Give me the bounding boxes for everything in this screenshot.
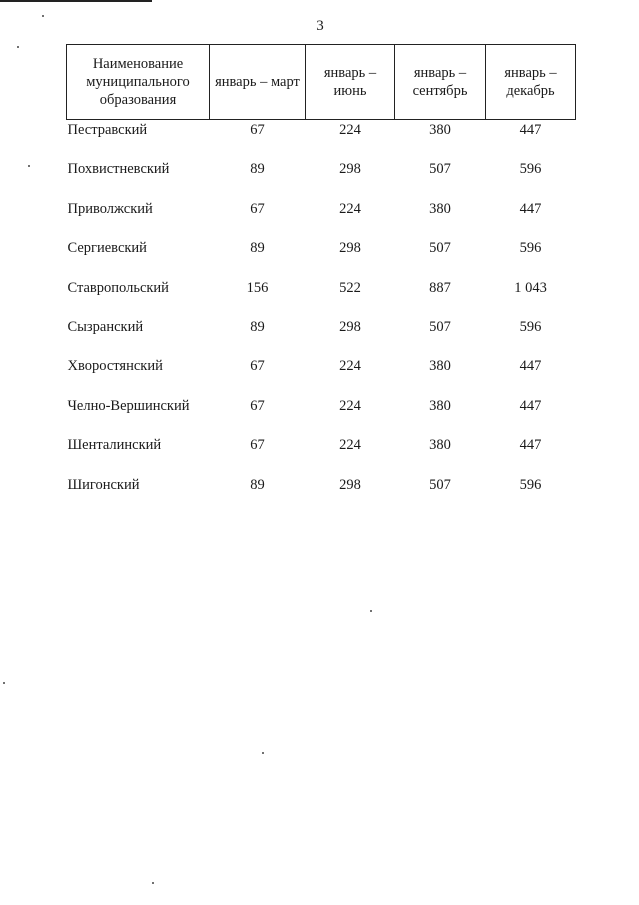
value-jan-mar: 89 xyxy=(250,318,265,335)
budget-table xyxy=(66,44,576,516)
table-row xyxy=(67,358,576,397)
value-jan-sep: 380 xyxy=(429,358,451,375)
value-jan-dec: 447 xyxy=(519,200,542,217)
header-jan-sep: январь – сентябрь xyxy=(395,45,486,120)
municipality-name: Пестравский xyxy=(67,122,148,138)
value-jan-dec: 596 xyxy=(519,476,542,493)
value-jan-jun: 298 xyxy=(339,161,361,178)
table-row xyxy=(67,398,576,437)
header-jan-dec: январь – декабрь xyxy=(486,45,576,120)
value-jan-jun: 298 xyxy=(339,476,361,493)
municipality-name: Хворостянский xyxy=(67,358,163,375)
value-jan-sep: 380 xyxy=(429,397,451,414)
table-header-row xyxy=(67,45,576,120)
value-jan-dec: 1 043 xyxy=(514,279,547,296)
scan-speck xyxy=(17,46,19,48)
value-jan-mar: 67 xyxy=(250,200,265,217)
value-jan-sep: 380 xyxy=(429,200,451,217)
table-row xyxy=(67,161,576,200)
municipality-name: Ставропольский xyxy=(67,279,169,296)
scan-speck xyxy=(3,682,5,684)
table-row xyxy=(67,477,576,516)
value-jan-jun: 298 xyxy=(339,240,361,257)
value-jan-dec: 596 xyxy=(519,161,542,178)
value-jan-jun: 298 xyxy=(339,318,361,335)
value-jan-dec: 447 xyxy=(519,437,542,454)
value-jan-mar: 89 xyxy=(250,476,265,493)
value-jan-dec: 447 xyxy=(519,122,542,138)
value-jan-dec: 596 xyxy=(519,318,542,335)
page-number: 3 xyxy=(316,18,324,34)
value-jan-jun: 522 xyxy=(339,279,361,296)
municipality-name: Приволжский xyxy=(67,200,153,217)
table-row xyxy=(67,319,576,358)
municipality-name: Шигонский xyxy=(67,476,140,493)
header-jan-mar: январь – март xyxy=(210,45,306,120)
scan-speck xyxy=(370,610,372,612)
table-row xyxy=(67,201,576,240)
value-jan-jun: 224 xyxy=(339,122,361,138)
value-jan-dec: 596 xyxy=(519,240,542,257)
value-jan-mar: 156 xyxy=(246,279,269,296)
value-jan-mar: 67 xyxy=(250,437,265,454)
scan-speck xyxy=(28,165,30,167)
value-jan-jun: 224 xyxy=(339,200,361,217)
scan-speck xyxy=(42,15,44,17)
value-jan-mar: 67 xyxy=(250,397,265,414)
value-jan-mar: 89 xyxy=(250,240,265,257)
value-jan-dec: 447 xyxy=(519,358,542,375)
value-jan-sep: 380 xyxy=(429,437,451,454)
table-row xyxy=(67,120,576,162)
value-jan-jun: 224 xyxy=(339,397,361,414)
value-jan-mar: 67 xyxy=(250,122,265,138)
municipality-name: Сергиевский xyxy=(67,240,147,257)
scan-speck xyxy=(152,882,154,884)
scan-speck xyxy=(262,752,264,754)
table-row xyxy=(67,240,576,279)
municipality-name: Челно-Вершинский xyxy=(67,397,190,414)
value-jan-jun: 224 xyxy=(339,437,361,454)
table-row xyxy=(67,280,576,319)
value-jan-sep: 507 xyxy=(429,476,451,493)
header-jan-jun: январь – июнь xyxy=(306,45,395,120)
value-jan-sep: 380 xyxy=(429,122,451,138)
top-rule xyxy=(0,0,152,2)
municipality-name: Шенталинский xyxy=(67,437,162,454)
municipality-name: Похвистневский xyxy=(67,161,170,178)
value-jan-sep: 507 xyxy=(429,318,451,335)
header-municipality: Наименование муниципального образования xyxy=(67,45,210,120)
municipality-name: Сызранский xyxy=(67,318,144,335)
table-row xyxy=(67,437,576,476)
value-jan-sep: 507 xyxy=(429,240,451,257)
value-jan-jun: 224 xyxy=(339,358,361,375)
value-jan-sep: 507 xyxy=(429,161,451,178)
value-jan-dec: 447 xyxy=(519,397,542,414)
value-jan-mar: 89 xyxy=(250,161,265,178)
value-jan-mar: 67 xyxy=(250,358,265,375)
value-jan-sep: 887 xyxy=(429,279,451,296)
